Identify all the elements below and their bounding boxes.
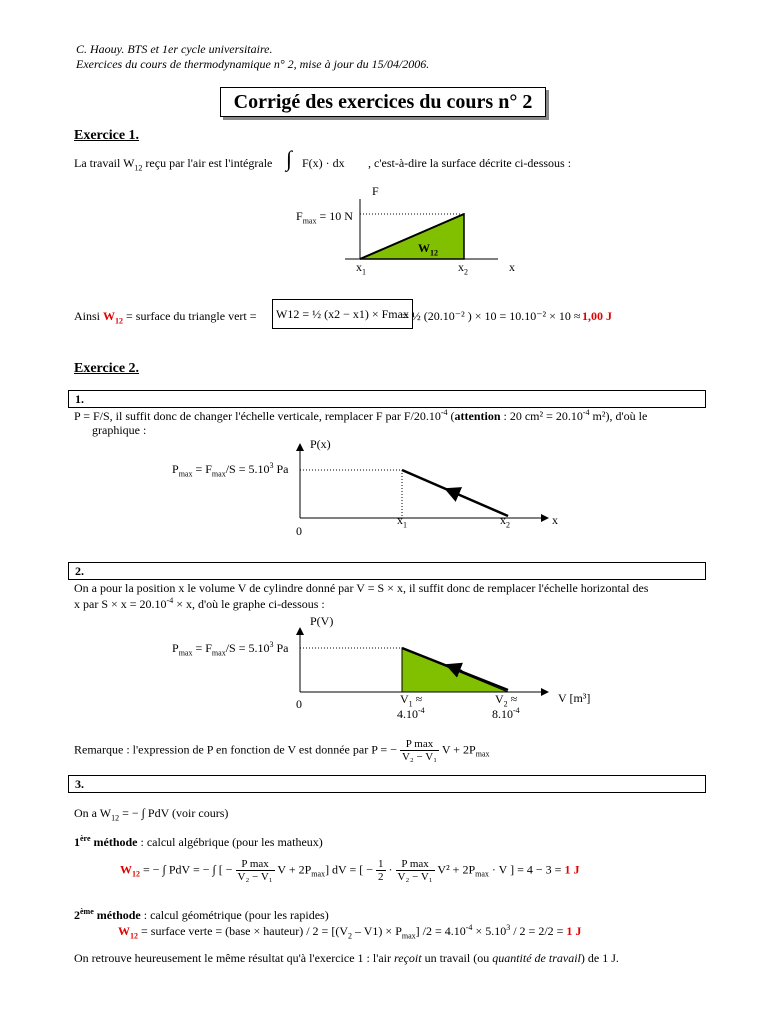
ex2-s1-text1: P = F/S, il suffit donc de changer l'échelle verticale, remplacer F par $F/20.10^{-4}$ (attention : 20 $cm^2 = 20.10^{-4}$ m²), d'où le [74,408,648,423]
s1-origin: 0 [296,524,302,538]
s2-y-axis-label: P(V) [310,614,334,628]
integral-sign: ∫ [286,146,293,171]
s1-x2-label: $x_2$ [500,513,510,530]
ex1-x2-label: $x_2$ [458,260,468,277]
ex1-w12-label: $W_{12}$ [418,241,438,258]
ex1-intro-end: , c'est-à-dire la surface décrite ci-dessous : [368,156,572,170]
ex1-result: 1,00 J [582,309,612,323]
ex1-x-axis-label: x [509,260,515,274]
ex1-formula-box: W12 = ½ (x2 − x1) × Fmax [272,299,413,329]
ex1-integral-expr: F(x) · dx [302,156,345,170]
s2-origin: 0 [296,697,302,711]
ex2-s3-method1-title: 1ère méthode : calcul algébrique (pour les matheux) [74,834,323,849]
ex2-s3-method1-formula: $W_{12}$ = − ∫ PdV = − ∫ [ − $\frac{\text{P max}}{\text{V₂ − V₁}}$ $V + 2P_{max}$] dV = [ − $\frac{1}{2}$ · $\frac{\text{P max}}{\text{V₂ − V₁}}$ $V^2 + 2P_{max} \cdot V$ ] = 4 − 3 = 1 J [120,858,580,883]
ex2-s3-ona: On a $W_{12}$ = − ∫ PdV (voir cours) [74,806,229,823]
ex2-section-2-box: 2. [68,562,706,580]
s1-arrow [446,489,460,495]
ex2-s3-method2-title: 2ème méthode : calcul géométrique (pour les rapides) [74,907,329,922]
ex2-remark: Remarque : l'expression de P en fonction de V est donnée par P = − $\frac{\text{P max}}{\text{V₂ − V₁}}$ $V + 2P_{max}$ [74,738,490,763]
ex1-fmax-label: $F_{max} = 10$ N [296,209,353,226]
s2-v1-label: $V_1$ ≈ [400,692,423,709]
ex2-section-1-box: 1. [68,390,706,408]
s1-y-axis-label: P(x) [310,437,331,451]
s2-x-axis-label: V [m³] [558,691,591,705]
ex1-ainsi: Ainsi $W_{12}$ = surface du triangle vert = [74,309,257,326]
s2-pmax-label: $P_{max} = F_{max}/S = 5.10^3$ Pa [172,640,289,658]
header-line-2: Exercices du cours de thermodynamique n° 2, mise à jour du 15/04/2006. [76,57,430,71]
ex1-x1-label: $x_1$ [356,260,366,277]
ex1-heading: Exercice 1. [74,128,140,143]
s2-v2-label: $V_2$ ≈ [495,692,518,709]
s1-x1-label: $x_1$ [397,513,407,530]
ex2-section-3-box: 3. [68,775,706,793]
ex2-heading: Exercice 2. [74,361,140,376]
header-line-1: C. Haouy. BTS et 1er cycle universitaire. [76,42,273,56]
ex2-s2-text1: On a pour la position x le volume V de cylindre donné par V = S × x, il suffit donc de remplacer l'échelle horizontal des [74,581,649,595]
page-title: Corrigé des exercices du cours n° 2 [220,87,546,117]
ex1-intro: La travail $W_{12}$ reçu par l'air est l'intégrale [74,156,273,173]
ex2-conclusion: On retrouve heureusement le même résultat qu'à l'exercice 1 : l'air reçoit un travail (ou quantité de travail) de 1 J. [74,951,619,965]
ex1-f-axis-label: F [372,184,379,198]
ex2-s3-method2-formula: $W_{12}$ = surface verte = (base × hauteur) / $2 = [(V_2 - V1) \times P_{max}] /2 = 4.10^{-4} \times 5.10^3 / 2 = 2/2 = 1$ J [118,923,582,941]
ex2-s2-text2: x par $S \times x = 20.10^{-4} \times x$, d'où le graphe ci-dessous : [74,596,325,611]
s2-v1-value: $4.10^{-4}$ [397,706,425,721]
ex1-formula-calc: = ½ (20.10⁻² ) × 10 = 10.10⁻² × 10 ≈ [402,309,581,323]
s1-x-axis-label: x [552,513,558,527]
ex2-s1-text2: graphique : [92,423,147,437]
s1-pmax-label: $P_{max} = F_{max}/S = 5.10^3$ Pa [172,461,289,479]
s2-v2-value: $8.10^{-4}$ [492,706,520,721]
